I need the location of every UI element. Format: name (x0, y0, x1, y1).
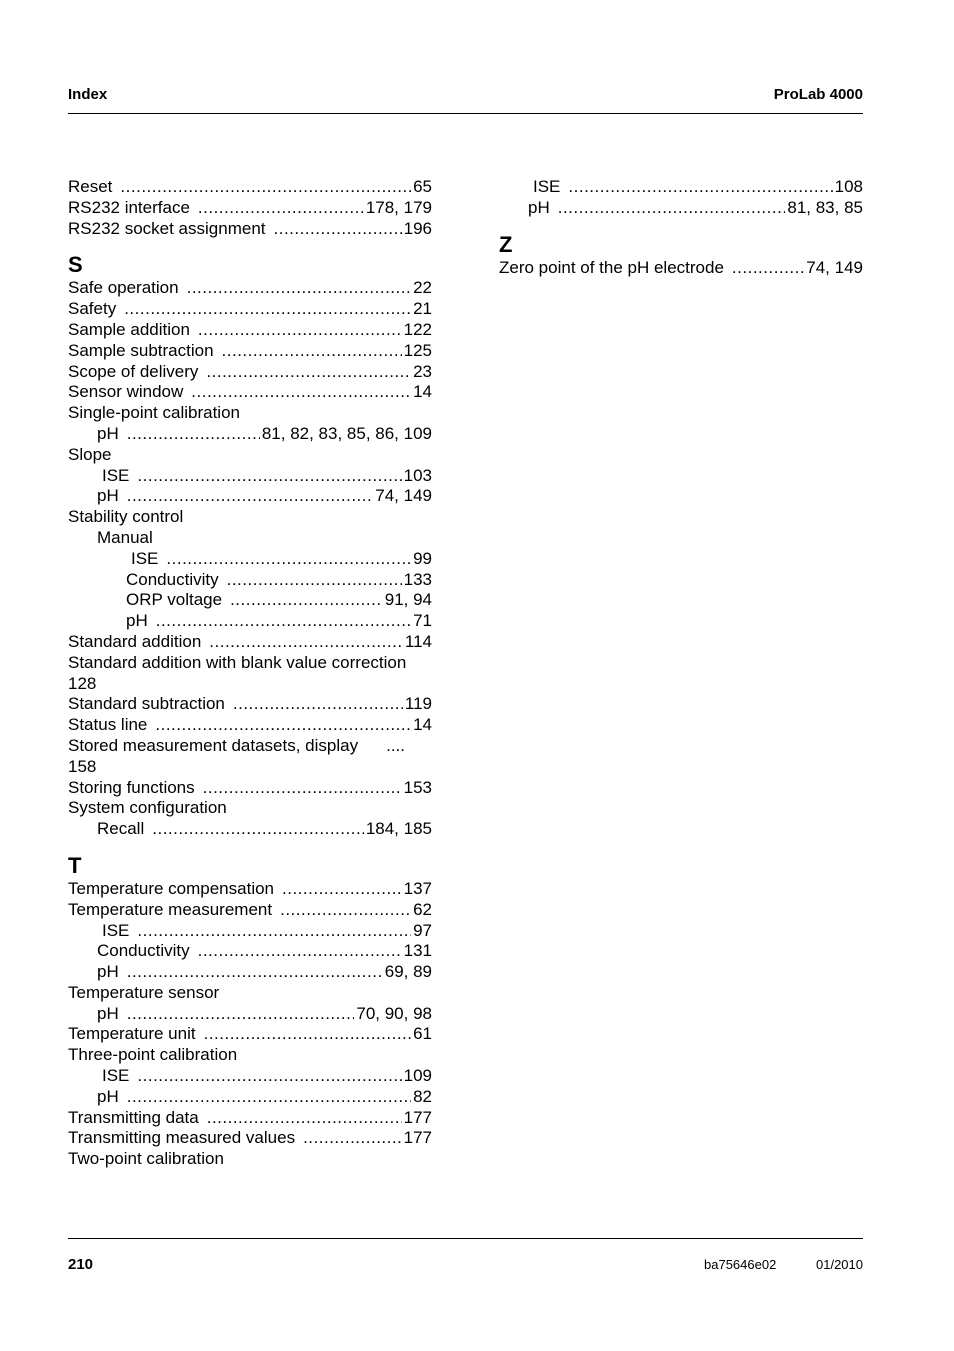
index-entry-heading: Three-point calibration (68, 1045, 238, 1065)
index-entry: Standard subtraction ..... 119 (68, 694, 432, 715)
index-entry-heading: Stability control (68, 507, 184, 527)
index-subentry: Conductivity ..... 131 (68, 941, 432, 962)
index-subentry: pH ..... 81, 83, 85 (499, 198, 863, 219)
index-entry: RS232 interface ..... 178, 179 (68, 198, 432, 219)
index-section-letter: S (68, 252, 83, 278)
index-subentry: pH ..... 81, 82, 83, 85, 86, 109 (68, 424, 432, 445)
index-entry-heading: Two-point calibration (68, 1149, 224, 1169)
header-rule (68, 113, 863, 114)
running-header-section: Index (68, 86, 108, 103)
index-subsubentry: pH ..... 71 (68, 611, 432, 632)
index-entry: Status line ..... 14 (68, 715, 432, 736)
index-entry: Safe operation ..... 22 (68, 278, 432, 299)
index-entry: Temperature unit ..... 61 (68, 1024, 432, 1045)
index-subentry: pH ..... 74, 149 (68, 486, 432, 507)
index-subentry: ISE ..... 97 (68, 921, 432, 942)
index-entry: Scope of delivery ..... 23 (68, 362, 432, 383)
document-date: 01/2010 (816, 1257, 863, 1272)
index-subentry: Recall ..... 184, 185 (68, 819, 432, 840)
index-entry: Zero point of the pH electrode ..... 74, 149 (499, 258, 863, 279)
index-entry: Sample addition ..... 122 (68, 320, 432, 341)
index-entry-heading: Temperature sensor (68, 982, 220, 1002)
index-left-column (68, 177, 432, 1170)
index-subsubentry: ISE ..... 99 (68, 549, 432, 570)
index-entry-heading: Single-point calibration (68, 403, 240, 423)
footer-rule (68, 1238, 863, 1239)
index-entry-wrapped: Stored measurement datasets, display .... 158 (68, 735, 406, 776)
index-entry: Sensor window ..... 14 (68, 382, 432, 403)
index-subentry: ISE ..... 103 (68, 466, 432, 487)
index-subentry: ISE ..... 109 (68, 1066, 432, 1087)
index-entry: Standard addition ..... 114 (68, 632, 432, 653)
index-entry-heading: System configuration (68, 798, 227, 818)
index-section-letter: T (68, 852, 82, 878)
index-subentry-heading: Manual (97, 527, 153, 547)
index-entry: Sample subtraction ..... 125 (68, 341, 432, 362)
index-entry: Reset ..... 65 (68, 177, 432, 198)
index-entry: Safety ..... 21 (68, 299, 432, 320)
index-entry: Temperature measurement ..... 62 (68, 900, 432, 921)
index-subentry: ISE ..... 108 (499, 177, 863, 198)
index-right-column (499, 177, 863, 278)
index-entry: Temperature compensation ..... 137 (68, 879, 432, 900)
index-entry: Transmitting measured values ..... 177 (68, 1128, 432, 1149)
index-section-letter: Z (499, 231, 513, 257)
index-entry: Transmitting data ..... 177 (68, 1108, 432, 1129)
page-number: 210 (68, 1256, 94, 1273)
running-header-title: ProLab 4000 (773, 86, 863, 103)
index-entry-wrapped: Standard addition with blank value correction 128 (68, 652, 407, 693)
index-subsubentry: Conductivity ..... 133 (68, 570, 432, 591)
document-id: ba75646e02 (704, 1257, 777, 1272)
index-subsubentry: ORP voltage ..... 91, 94 (68, 590, 432, 611)
index-subentry: pH ..... 70, 90, 98 (68, 1004, 432, 1025)
index-subentry: pH ..... 69, 89 (68, 962, 432, 983)
index-entry-heading: Slope (68, 444, 112, 464)
index-entry: RS232 socket assignment ..... 196 (68, 219, 432, 240)
index-subentry: pH ..... 82 (68, 1087, 432, 1108)
index-entry: Storing functions ..... 153 (68, 778, 432, 799)
